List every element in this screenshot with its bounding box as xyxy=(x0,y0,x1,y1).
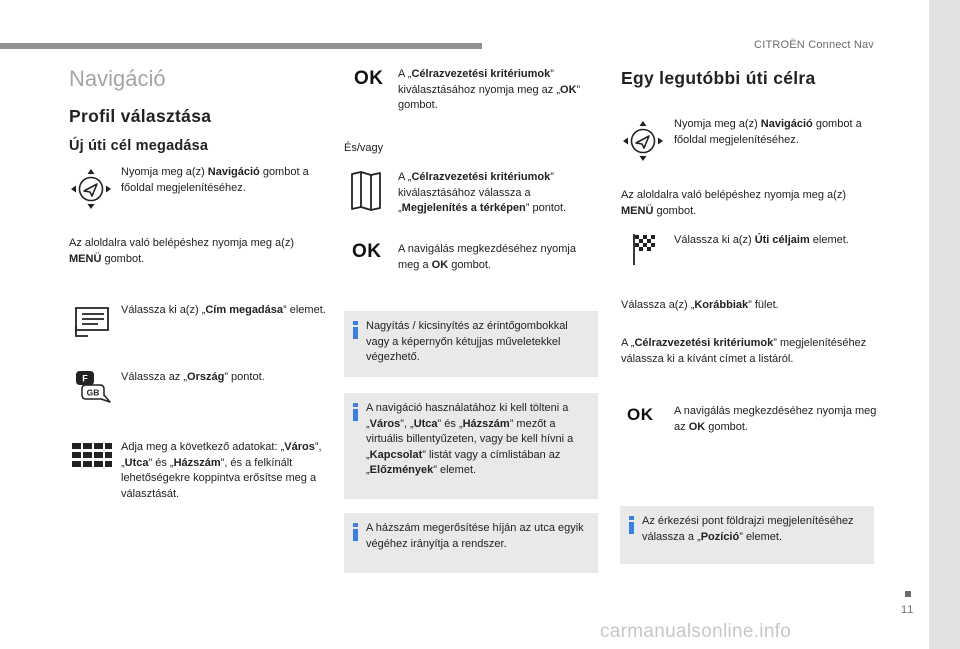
instruction-start-navigation: A navigálás megkezdéséhez nyomja meg a OK gombot. xyxy=(398,243,576,271)
info-icon xyxy=(353,403,358,421)
and-or-label: És/vagy xyxy=(344,142,384,154)
info-icon xyxy=(629,516,634,534)
right-margin-band xyxy=(929,0,960,649)
keyboard-icon xyxy=(71,438,113,472)
instruction-show-on-map: A „Célrazvezetési kritériumok” kiválasztásához válassza a „Megjelenítés a térképen” pontot. xyxy=(398,171,567,214)
instruction-address-entry: Válassza ki a(z) „Cím megadása” elemet. xyxy=(121,304,326,316)
navigation-icon xyxy=(68,166,114,212)
info-icon xyxy=(353,523,358,541)
ok-button-icon-2: OK xyxy=(352,241,382,262)
info-note-zoom-text: Nagyítás / kicsinyítés az érintőgombokkal vagy a képernyőn kétujjas műveletekkel végezhető. xyxy=(366,320,568,363)
instruction-menu: Az aloldalra való belépéshez nyomja meg a(z) MENÜ gombot. xyxy=(69,237,295,265)
country-flag-icon xyxy=(73,368,113,404)
page-marker xyxy=(905,591,911,597)
map-icon xyxy=(349,169,383,213)
subsection-title: Új úti cél megadása xyxy=(69,138,209,154)
info-icon xyxy=(353,321,358,339)
info-note-fields xyxy=(344,393,598,499)
navigation-icon xyxy=(620,118,666,164)
flag-bottom-label: GB xyxy=(86,387,100,398)
instruction-menu-recent: Az aloldalra való belépéshez nyomja meg a(z) MENÜ gombot. xyxy=(621,189,847,217)
header-brand: CITROËN Connect Nav xyxy=(754,39,874,51)
watermark: carmanualsonline.info xyxy=(600,621,792,642)
instruction-select-address: A „Célrazvezetési kritériumok” megjelenítéséhez válassza ki a kívánt címet a listáról. xyxy=(621,337,867,365)
ok-button-icon-3: OK xyxy=(627,405,654,424)
instruction-address-fields: Adja meg a következő adatokat: „Város”, „Utca” és „Házszám”, és a felkínált lehetőségekre koppintva erősítse meg a választását. xyxy=(121,441,322,500)
page-number: 11 xyxy=(901,604,915,616)
address-entry-icon xyxy=(72,304,112,340)
info-note-position xyxy=(620,506,874,564)
instruction-criteria-ok: A „Célrazvezetési kritériumok” kiválasztásához nyomja meg az „OK” gombot. xyxy=(398,68,581,111)
info-note-zoom xyxy=(344,311,598,377)
instruction-my-destinations: Válassza ki a(z) Úti céljaim elemet. xyxy=(674,234,849,246)
instruction-country: Válassza az „Ország” pontot. xyxy=(121,371,265,383)
section-title: Profil választása xyxy=(69,106,212,126)
chapter-title: Navigáció xyxy=(69,66,166,91)
info-note-fields-text: A navigáció használatához ki kell tölteni a „Város”, „Utca” és „Házszám” mezőt a virtuális billentyűzeten, vagy be kell hívni a „Kapcsolat” listát vagy a címlistában az „Előzmények” elemet. xyxy=(366,402,574,476)
checkered-flag-icon xyxy=(628,231,658,267)
info-note-position-text: Az érkezési pont földrajzi megjelenítéséhez válassza a „Pozíció” elemet. xyxy=(642,515,854,543)
info-note-house-number-text: A házszám megerősítése híján az utca egyik végéhez irányítja a rendszer. xyxy=(366,522,584,550)
flag-top-label: F xyxy=(82,373,88,384)
ok-button-icon: OK xyxy=(354,68,384,89)
instruction-navigation: Nyomja meg a(z) Navigáció gombot a főoldal megjelenítéséhez. xyxy=(121,166,309,194)
instruction-navigation-recent: Nyomja meg a(z) Navigáció gombot a főoldal megjelenítéséhez. xyxy=(674,118,862,146)
top-rule xyxy=(0,43,482,49)
section-title-recent: Egy legutóbbi úti célra xyxy=(621,68,816,88)
instruction-start-navigation-recent: A navigálás megkezdéséhez nyomja meg az OK gombot. xyxy=(674,405,877,433)
instruction-recent-tab: Válassza a(z) „Korábbiak” fület. xyxy=(621,299,779,311)
info-note-house-number xyxy=(344,513,598,573)
